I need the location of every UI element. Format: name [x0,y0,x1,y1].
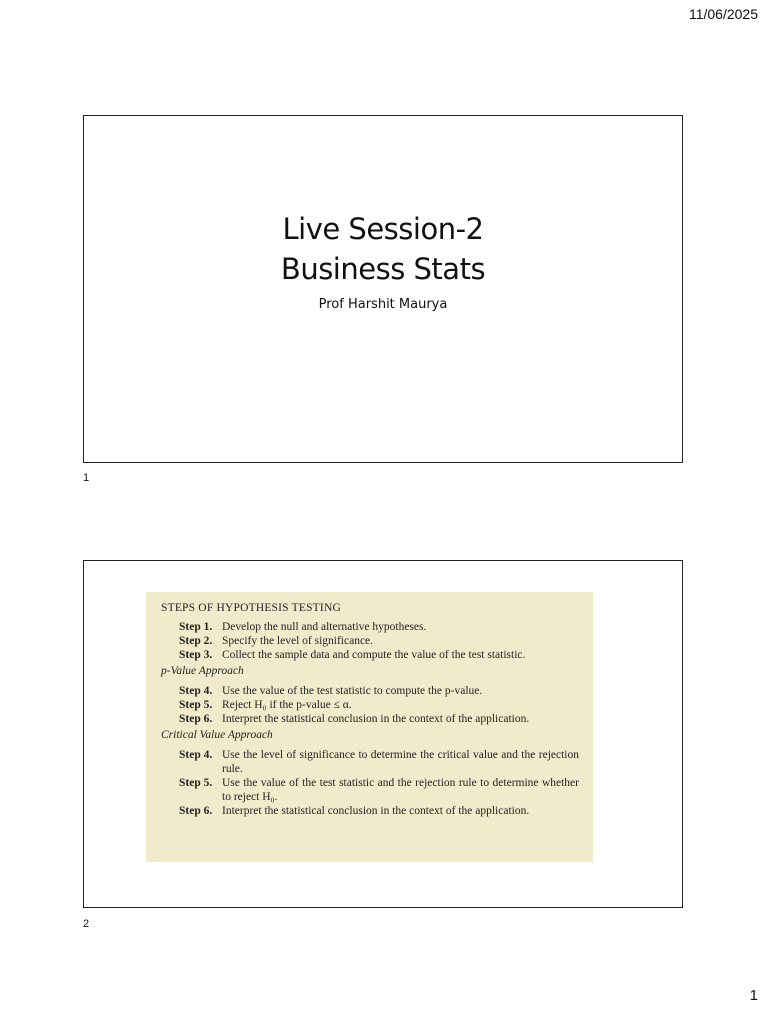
slide-subtitle: Prof Harshit Maurya [318,297,448,312]
step-label: Step 1. [179,621,213,633]
step-row [161,684,579,698]
step-row [161,776,579,804]
hypothesis-steps-box [146,592,593,862]
step-label: Step 6. [179,805,213,817]
title-block [84,209,682,312]
step-row [161,712,579,726]
step-label: Step 5. [179,777,213,789]
slide-title-line-2: Business Stats [280,252,486,286]
step-label: Step 4. [179,749,213,761]
slide-number: 2 [83,918,90,930]
step-row [161,698,579,712]
box-heading: STEPS OF HYPOTHESIS TESTING [161,602,341,614]
pvalue-approach-heading: p-Value Approach [161,665,244,677]
step-text: Collect the sample data and compute the value of the test statistic. [222,649,526,661]
step-row [161,748,579,776]
step-text: Interpret the statistical conclusion in the context of the application. [222,713,530,725]
step-text: Use the value of the test statistic to compute the p-value. [222,685,483,697]
slide-number: 1 [83,472,90,484]
slide-2 [83,560,683,908]
step-label: Step 4. [179,685,213,697]
step-label: Step 6. [179,713,213,725]
step-label: Step 5. [179,699,213,711]
step-row [161,634,579,648]
slide-1 [83,115,683,463]
step-row [161,648,579,662]
step-label: Step 2. [179,635,213,647]
step-text: Develop the null and alternative hypotheses. [222,621,427,633]
step-text: Use the value of the test statistic and the rejection rule to determine whether to reject H₀. [222,777,579,803]
step-row [161,804,579,818]
print-date: 11/06/2025 [688,6,758,22]
step-text: Interpret the statistical conclusion in the context of the application. [222,805,530,817]
step-text: Use the level of significance to determine the critical value and the rejection rule. [222,749,579,775]
step-row [161,620,579,634]
page-number: 1 [749,987,758,1004]
step-text: Specify the level of significance. [222,635,374,647]
step-text: Reject H₀ if the p-value ≤ α. [222,699,352,711]
critical-value-approach-heading: Critical Value Approach [161,729,273,741]
step-label: Step 3. [179,649,213,661]
slide-title-line-1: Live Session-2 [282,212,484,246]
